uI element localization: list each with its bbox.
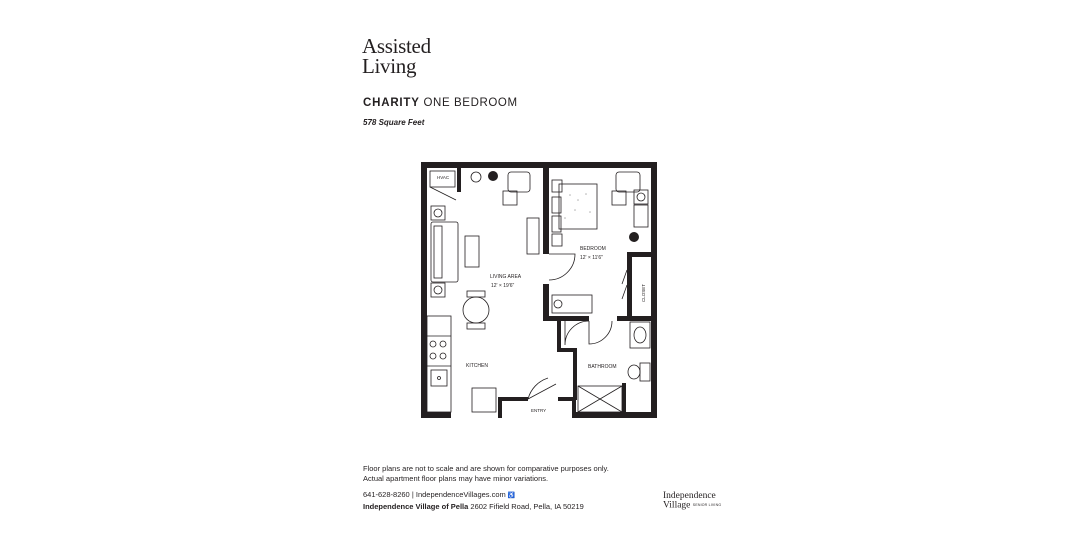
phone-number[interactable]: 641-628-8260 [363,490,410,499]
plan-name-bold: CHARITY [363,97,420,109]
wall-shower-divider [622,383,626,413]
bedroom-dims: 12' × 11'6" [580,255,603,261]
wall-right [651,162,657,418]
bedroom-desk [552,295,592,313]
wall-bath-top-left [543,316,589,321]
brand-logo [663,492,721,511]
contact-line [363,490,515,499]
logo-tagline: SENIOR LIVING [692,503,722,507]
separator: | [411,490,414,499]
kitchen-counter [427,316,451,412]
website-link[interactable]: IndependenceVillages.com [415,490,506,499]
kitchen-sink [431,370,447,386]
bedroom-armchair [616,172,640,192]
wall-bottom-right [572,412,657,418]
wall-closet-top [627,252,657,257]
disclaimer-line-2: Actual apartment floor plans may have minor variations. [363,473,549,483]
sofa [431,222,458,282]
living-area-label: LIVING AREA [490,274,522,280]
logo-line-1: Independence [663,491,716,501]
wall-partition-upper [543,162,549,254]
closet-label: CLOSET [641,283,646,302]
wall-hvac [457,168,461,192]
address-line [363,502,584,511]
living-area-dims: 12' × 19'6" [491,283,515,289]
disclaimer [363,464,609,483]
wall-top [421,162,657,168]
tv-console [527,218,539,254]
coffee-table [465,236,479,267]
armchair [508,172,530,192]
wall-left [421,162,427,418]
hvac-label: HVAC [437,175,450,180]
wall-partition-lower [543,284,549,320]
plan-name-rest: ONE BEDROOM [423,97,518,109]
community-name: Independence Village of Pella [363,502,469,511]
wall-hall [557,321,561,351]
bathroom-label: BATHROOM [588,364,617,370]
wall-bath-left [573,348,577,400]
kitchen-label: KITCHEN [466,363,488,369]
wall-closet-left [627,255,632,318]
logo-line-2: Village [663,500,691,511]
disclaimer-line-1: Floor plans are not to scale and are shown for comparative purposes only. [363,464,609,473]
title-line-2: Living [362,54,417,78]
wall-bottom-left [421,412,451,418]
dresser [634,205,648,227]
square-feet: 578 Square Feet [363,118,425,127]
accessibility-icon: ♿ [507,493,516,499]
toilet [640,363,650,381]
entry-label: ENTRY [531,408,547,413]
street-address: 2602 Fifield Road, Pella, IA 50219 [470,502,584,511]
bed [559,184,597,229]
fridge [472,388,496,412]
wall-entry-left [498,397,528,401]
wall-bath-top-right [617,316,657,321]
bath-sink [630,322,650,348]
dining-table [463,297,489,323]
title-line-1: Assisted [362,34,431,58]
bedroom-label: BEDROOM [580,246,606,252]
